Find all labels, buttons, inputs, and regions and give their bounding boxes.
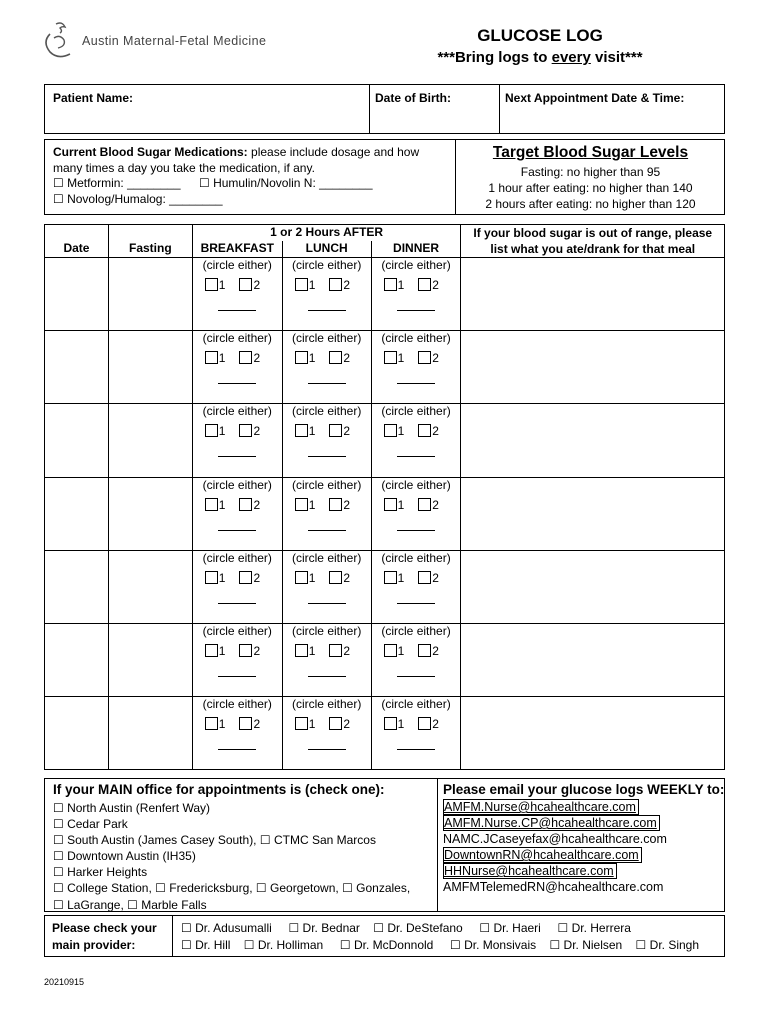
glucose-value-line[interactable] xyxy=(218,456,256,457)
form-code: 20210915 xyxy=(44,977,85,987)
option-1-checkbox[interactable] xyxy=(384,498,397,511)
option-2-label: 2 xyxy=(432,424,439,439)
glucose-value-line[interactable] xyxy=(397,603,435,604)
stork-icon xyxy=(40,20,80,62)
option-2-label: 2 xyxy=(253,570,261,585)
medications-box xyxy=(44,139,725,215)
lunch-cell xyxy=(282,697,371,770)
fasting-cell[interactable] xyxy=(108,258,192,331)
option-1-label: 1 xyxy=(218,351,226,366)
option-2-label: 2 xyxy=(343,717,351,732)
dinner-cell xyxy=(371,697,461,770)
log-row xyxy=(45,331,725,404)
lunch-cell xyxy=(282,550,371,623)
option-2-label: 2 xyxy=(253,643,261,658)
provider-label: Please check your main provider: xyxy=(52,921,157,952)
option-2-checkbox[interactable] xyxy=(329,351,342,364)
medications-instructions: Current Blood Sugar Medications: please include dosage and how many times a day you take the medication, if any. xyxy=(53,145,420,175)
option-1-label: 1 xyxy=(308,278,316,292)
breakfast-cell xyxy=(192,623,282,696)
lunch-column-header: LUNCH xyxy=(282,241,371,258)
option-1-checkbox[interactable] xyxy=(384,424,397,437)
email-address[interactable]: AMFMTelemedRN@hcahealthcare.com xyxy=(443,880,664,895)
circle-either-label: (circle either) xyxy=(202,331,272,346)
email-list xyxy=(443,799,667,895)
provider-row-2[interactable]: ☐ Dr. Hill ☐ Dr. Holliman ☐ Dr. McDonnold ☐ Dr. Monsivais ☐ Dr. Nielsen ☐ Dr. Singh xyxy=(181,938,700,952)
circle-either-label: (circle either) xyxy=(381,550,451,565)
option-1-label: 1 xyxy=(218,424,226,439)
fasting-cell[interactable] xyxy=(108,697,192,770)
option-1-label: 1 xyxy=(308,570,316,585)
circle-either-label: (circle either) xyxy=(291,623,362,638)
glucose-value-line[interactable] xyxy=(218,749,256,750)
option-1-label: 1 xyxy=(218,643,226,658)
option-1-label: 1 xyxy=(308,717,316,732)
option-1-checkbox[interactable] xyxy=(384,351,397,364)
metformin-checkbox[interactable]: ☐ Metformin: ________ xyxy=(53,176,181,190)
circle-either-label: (circle either) xyxy=(381,331,451,346)
option-1-checkbox[interactable] xyxy=(295,571,308,584)
option-1-label: 1 xyxy=(218,717,226,732)
option-1-label: 1 xyxy=(218,278,226,292)
option-2-label: 2 xyxy=(343,278,351,292)
office-option[interactable]: ☐ South Austin (James Casey South), ☐ CTMC San Marcos xyxy=(53,833,376,848)
target-two-hours: 2 hours after eating: no higher than 120 xyxy=(485,197,696,211)
glucose-value-line[interactable] xyxy=(308,749,346,750)
dinner-column-header: DINNER xyxy=(371,241,461,258)
lunch-cell xyxy=(282,404,371,477)
circle-either-label: (circle either) xyxy=(291,477,362,492)
breakfast-cell xyxy=(192,331,282,404)
option-2-checkbox[interactable] xyxy=(329,498,342,511)
breakfast-cell xyxy=(192,258,282,331)
dinner-cell xyxy=(371,404,461,477)
email-address[interactable]: NAMC.JCaseyefax@hcahealthcare.com xyxy=(443,832,667,846)
fasting-cell[interactable] xyxy=(108,477,192,550)
log-row xyxy=(45,697,725,770)
option-2-checkbox[interactable] xyxy=(418,717,431,730)
date-of-birth-field[interactable]: Date of Birth: xyxy=(375,91,451,105)
glucose-value-line[interactable] xyxy=(397,383,435,384)
breakfast-cell xyxy=(192,697,282,770)
option-1-checkbox[interactable] xyxy=(205,424,218,437)
log-row xyxy=(45,258,725,331)
option-1-label: 1 xyxy=(308,497,316,512)
circle-either-label: (circle either) xyxy=(291,550,362,565)
option-2-checkbox[interactable] xyxy=(329,717,342,730)
option-2-label: 2 xyxy=(432,643,439,658)
option-1-checkbox[interactable] xyxy=(205,717,218,730)
option-2-checkbox[interactable] xyxy=(418,278,431,291)
after-meal-header: 1 or 2 Hours AFTER xyxy=(192,225,461,241)
notes-cell[interactable] xyxy=(461,404,725,477)
lunch-cell xyxy=(282,331,371,404)
circle-either-label: (circle either) xyxy=(381,404,451,419)
option-1-checkbox[interactable] xyxy=(295,498,308,511)
option-2-label: 2 xyxy=(432,351,439,366)
glucose-value-line[interactable] xyxy=(218,530,256,531)
patient-name-field[interactable]: Patient Name: xyxy=(53,91,134,105)
option-2-label: 2 xyxy=(253,351,261,366)
lunch-cell xyxy=(282,477,371,550)
circle-either-label: (circle either) xyxy=(202,404,272,419)
option-2-label: 2 xyxy=(343,351,351,366)
log-row xyxy=(45,477,725,550)
fasting-cell[interactable] xyxy=(108,550,192,623)
office-option[interactable]: ☐ North Austin (Renfert Way) xyxy=(53,801,211,815)
date-cell[interactable] xyxy=(45,477,109,550)
next-appointment-field[interactable]: Next Appointment Date & Time: xyxy=(505,91,685,105)
circle-either-label: (circle either) xyxy=(381,477,451,492)
provider-box xyxy=(44,915,725,957)
option-1-label: 1 xyxy=(218,570,226,585)
target-fasting: Fasting: no higher than 95 xyxy=(520,165,661,179)
email-address[interactable]: AMFM.Nurse.CP@hcahealthcare.com xyxy=(443,815,660,831)
dinner-cell xyxy=(371,477,461,550)
option-2-checkbox[interactable] xyxy=(239,644,252,657)
option-1-label: 1 xyxy=(397,278,405,292)
notes-column-header: If your blood sugar is out of range, please list what you ate/drank for that meal xyxy=(461,225,725,258)
lunch-cell xyxy=(282,623,371,696)
option-2-label: 2 xyxy=(253,424,261,439)
dinner-cell xyxy=(371,331,461,404)
option-1-label: 1 xyxy=(397,424,405,439)
option-2-checkbox[interactable] xyxy=(418,571,431,584)
glucose-value-line[interactable] xyxy=(308,310,346,311)
office-option[interactable]: ☐ College Station, ☐ Fredericksburg, ☐ Georgetown, ☐ Gonzales, xyxy=(53,881,411,896)
dinner-cell xyxy=(371,550,461,623)
option-2-label: 2 xyxy=(343,424,351,439)
option-1-label: 1 xyxy=(397,717,405,732)
option-2-checkbox[interactable] xyxy=(239,498,252,511)
fasting-cell[interactable] xyxy=(108,404,192,477)
date-column-header: Date xyxy=(45,225,109,258)
circle-either-label: (circle either) xyxy=(381,258,451,272)
notes-cell[interactable] xyxy=(461,623,725,696)
notes-cell[interactable] xyxy=(461,258,725,331)
glucose-value-line[interactable] xyxy=(397,530,435,531)
glucose-value-line[interactable] xyxy=(308,383,346,384)
option-2-checkbox[interactable] xyxy=(418,424,431,437)
glucose-value-line[interactable] xyxy=(218,383,256,384)
dinner-cell xyxy=(371,258,461,331)
date-cell[interactable] xyxy=(45,404,109,477)
humulin-checkbox[interactable]: ☐ Humulin/Novolin N: ________ xyxy=(199,176,373,190)
breakfast-cell xyxy=(192,550,282,623)
option-1-label: 1 xyxy=(397,351,405,366)
office-title: If your MAIN office for appointments is (check one): xyxy=(53,782,385,797)
date-cell[interactable] xyxy=(45,623,109,696)
option-1-checkbox[interactable] xyxy=(205,644,218,657)
option-1-checkbox[interactable] xyxy=(295,424,308,437)
breakfast-column-header: BREAKFAST xyxy=(192,241,282,258)
option-1-checkbox[interactable] xyxy=(205,571,218,584)
option-1-checkbox[interactable] xyxy=(295,644,308,657)
option-1-checkbox[interactable] xyxy=(205,498,218,511)
lunch-cell xyxy=(282,258,371,331)
circle-either-label: (circle either) xyxy=(202,697,272,712)
option-2-checkbox[interactable] xyxy=(418,644,431,657)
fasting-column-header: Fasting xyxy=(108,225,192,258)
logo-text: Austin Maternal-Fetal Medicine xyxy=(82,34,267,48)
log-row xyxy=(45,550,725,623)
option-2-label: 2 xyxy=(253,278,261,292)
glucose-value-line[interactable] xyxy=(397,676,435,677)
log-row xyxy=(45,623,725,696)
option-1-label: 1 xyxy=(308,424,316,439)
option-1-label: 1 xyxy=(218,497,226,512)
glucose-log-table xyxy=(44,224,725,770)
glucose-value-line[interactable] xyxy=(218,603,256,604)
option-2-label: 2 xyxy=(343,497,351,512)
notes-cell[interactable] xyxy=(461,697,725,770)
option-1-checkbox[interactable] xyxy=(384,278,397,291)
date-cell[interactable] xyxy=(45,258,109,331)
option-1-label: 1 xyxy=(397,570,405,585)
option-2-checkbox[interactable] xyxy=(239,571,252,584)
circle-either-label: (circle either) xyxy=(291,404,362,419)
option-2-label: 2 xyxy=(432,278,439,292)
novolog-checkbox[interactable]: ☐ Novolog/Humalog: ________ xyxy=(53,192,223,206)
circle-either-label: (circle either) xyxy=(381,697,451,712)
log-row xyxy=(45,404,725,477)
glucose-value-line[interactable] xyxy=(397,456,435,457)
target-one-hour: 1 hour after eating: no higher than 140 xyxy=(488,181,693,195)
glucose-value-line[interactable] xyxy=(218,310,256,311)
circle-either-label: (circle either) xyxy=(291,697,362,712)
glucose-value-line[interactable] xyxy=(397,310,435,311)
option-2-label: 2 xyxy=(432,570,439,585)
option-1-checkbox[interactable] xyxy=(384,644,397,657)
option-1-label: 1 xyxy=(397,497,405,512)
date-cell[interactable] xyxy=(45,331,109,404)
circle-either-label: (circle either) xyxy=(291,331,362,346)
date-cell[interactable] xyxy=(45,550,109,623)
date-cell[interactable] xyxy=(45,697,109,770)
office-email-box xyxy=(44,778,725,912)
office-option[interactable]: ☐ Downtown Austin (IH35) xyxy=(53,849,196,864)
email-address[interactable]: AMFM.Nurse@hcahealthcare.com xyxy=(443,799,639,815)
notes-cell[interactable] xyxy=(461,331,725,404)
option-1-checkbox[interactable] xyxy=(295,351,308,364)
option-2-checkbox[interactable] xyxy=(239,424,252,437)
glucose-value-line[interactable] xyxy=(218,676,256,677)
glucose-value-line[interactable] xyxy=(308,530,346,531)
glucose-value-line[interactable] xyxy=(397,749,435,750)
fasting-cell[interactable] xyxy=(108,331,192,404)
option-2-checkbox[interactable] xyxy=(239,351,252,364)
page-subtitle: ***Bring logs to every visit*** xyxy=(437,49,643,66)
office-list xyxy=(53,800,410,913)
circle-either-label: (circle either) xyxy=(291,258,362,272)
circle-either-label: (circle either) xyxy=(202,623,272,638)
email-title: Please email your glucose logs WEEKLY to: xyxy=(443,782,725,797)
option-2-label: 2 xyxy=(253,497,261,512)
circle-either-label: (circle either) xyxy=(381,623,451,638)
option-2-label: 2 xyxy=(432,497,439,512)
option-2-checkbox[interactable] xyxy=(239,717,252,730)
clinic-logo xyxy=(40,20,340,62)
breakfast-cell xyxy=(192,477,282,550)
circle-either-label: (circle either) xyxy=(202,550,272,565)
option-1-label: 1 xyxy=(397,643,405,658)
option-2-checkbox[interactable] xyxy=(329,571,342,584)
provider-row-1[interactable]: ☐ Dr. Adusumalli ☐ Dr. Bednar ☐ Dr. DeStefano ☐ Dr. Haeri ☐ Dr. Herrera xyxy=(181,921,631,935)
option-2-checkbox[interactable] xyxy=(418,498,431,511)
patient-info-box xyxy=(44,84,725,134)
email-address[interactable]: DowntownRN@hcahealthcare.com xyxy=(443,847,642,863)
dinner-cell xyxy=(371,623,461,696)
option-1-label: 1 xyxy=(308,643,316,658)
target-levels-title: Target Blood Sugar Levels xyxy=(492,144,689,161)
option-2-checkbox[interactable] xyxy=(418,351,431,364)
glucose-value-line[interactable] xyxy=(308,603,346,604)
fasting-cell[interactable] xyxy=(108,623,192,696)
email-address[interactable]: HHNurse@hcahealthcare.com xyxy=(443,863,617,879)
option-1-checkbox[interactable] xyxy=(384,571,397,584)
option-1-checkbox[interactable] xyxy=(205,351,218,364)
subtitle-emphasis: every xyxy=(551,49,591,66)
option-2-label: 2 xyxy=(253,717,261,732)
option-2-label: 2 xyxy=(343,643,351,658)
circle-either-label: (circle either) xyxy=(202,477,272,492)
option-2-checkbox[interactable] xyxy=(239,278,252,291)
option-2-label: 2 xyxy=(343,570,351,585)
office-option[interactable]: ☐ Cedar Park xyxy=(53,817,128,832)
notes-cell[interactable] xyxy=(461,477,725,550)
glucose-value-line[interactable] xyxy=(308,676,346,677)
option-1-checkbox[interactable] xyxy=(295,717,308,730)
breakfast-cell xyxy=(192,404,282,477)
option-2-checkbox[interactable] xyxy=(329,644,342,657)
page-title: GLUCOSE LOG xyxy=(477,26,603,45)
option-1-checkbox[interactable] xyxy=(295,278,308,291)
glucose-value-line[interactable] xyxy=(308,456,346,457)
office-option[interactable]: ☐ Harker Heights xyxy=(53,865,148,880)
option-2-checkbox[interactable] xyxy=(329,278,342,291)
option-2-label: 2 xyxy=(432,717,439,732)
notes-cell[interactable] xyxy=(461,550,725,623)
option-1-label: 1 xyxy=(308,351,316,366)
circle-either-label: (circle either) xyxy=(202,258,272,272)
office-option[interactable]: ☐ LaGrange, ☐ Marble Falls xyxy=(53,897,207,912)
option-1-checkbox[interactable] xyxy=(205,278,218,291)
option-1-checkbox[interactable] xyxy=(384,717,397,730)
option-2-checkbox[interactable] xyxy=(329,424,342,437)
